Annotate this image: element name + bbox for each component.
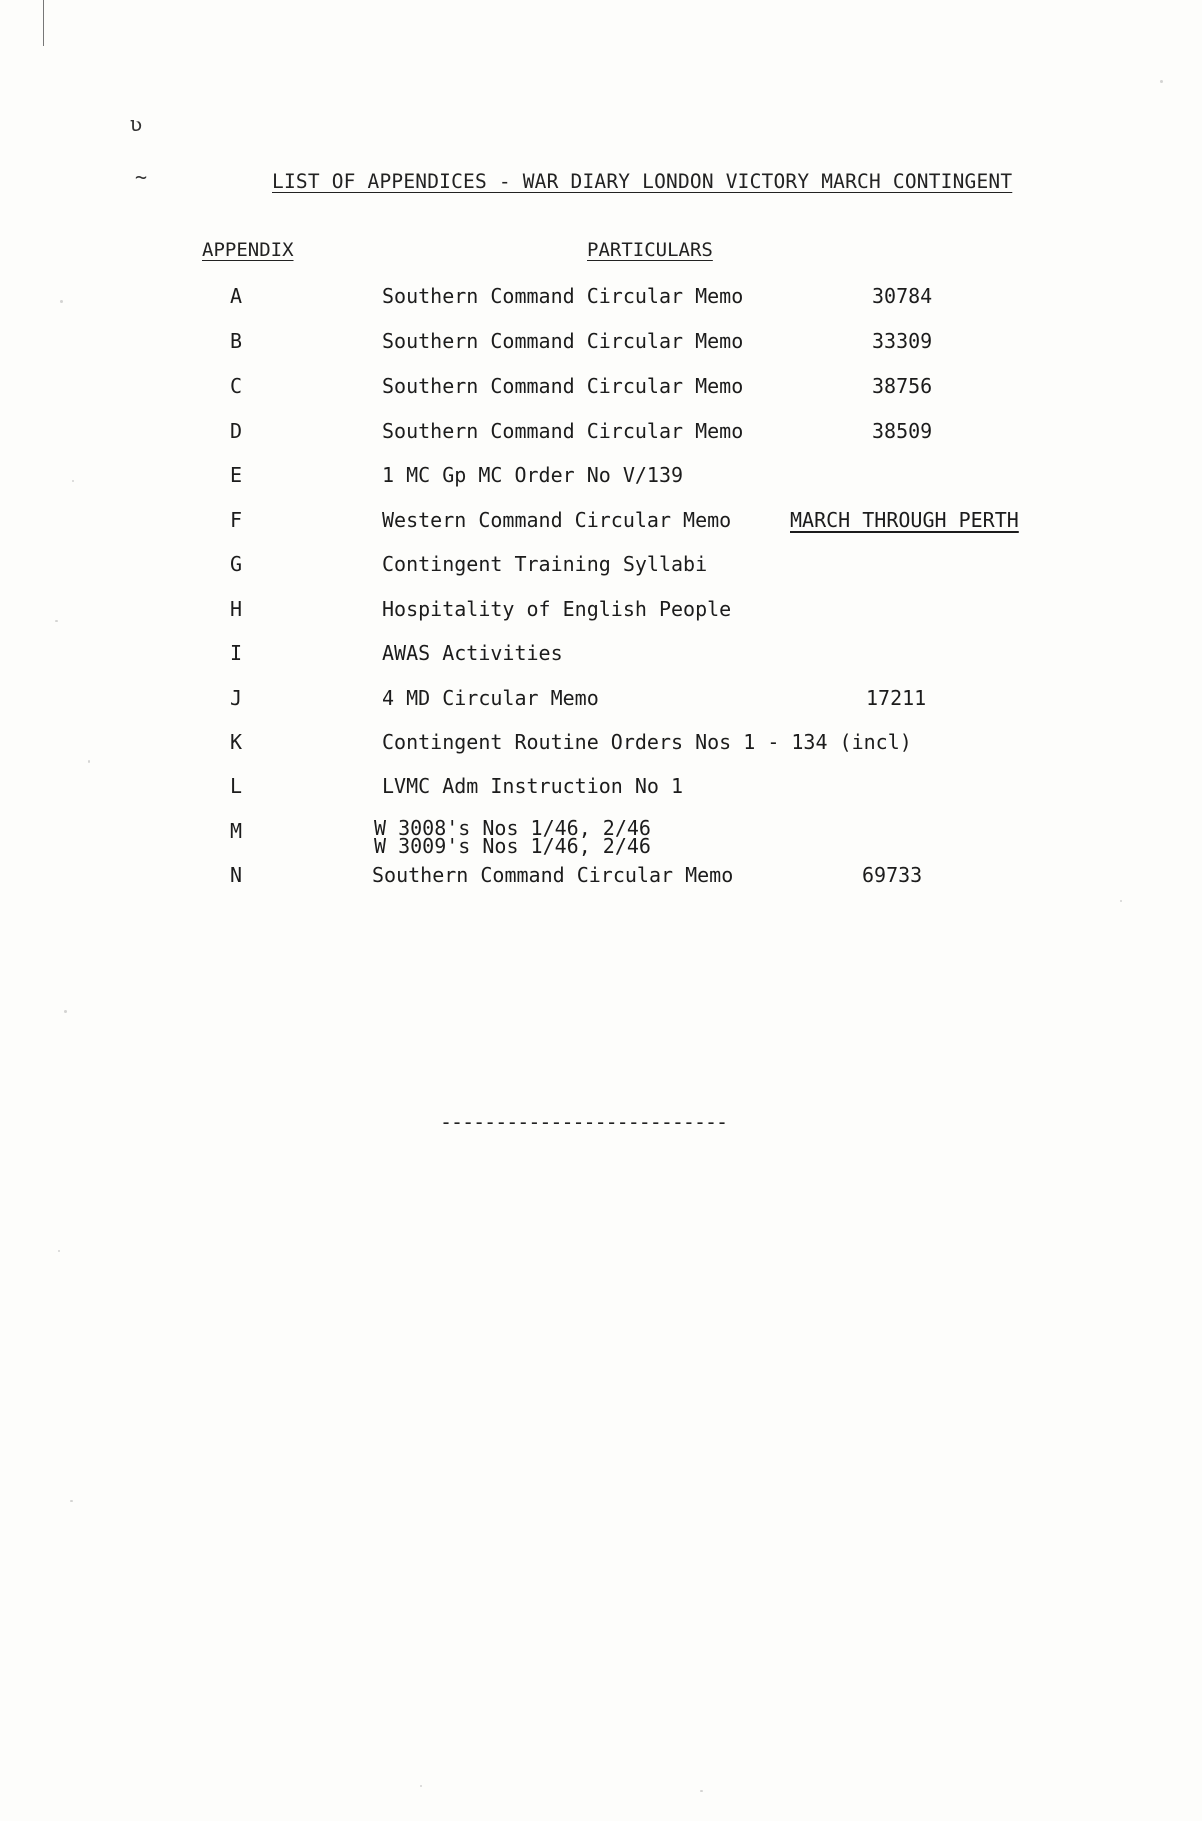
appendix-letter: A <box>230 284 243 308</box>
appendix-letter: G <box>230 552 243 576</box>
appendix-particulars: Southern Command Circular Memo <box>382 284 744 308</box>
scan-speckle <box>1120 900 1122 902</box>
appendix-row <box>0 774 1202 804</box>
appendix-row <box>0 463 1202 493</box>
appendix-letter: N <box>230 863 243 887</box>
appendix-row <box>0 641 1202 671</box>
appendix-row <box>0 284 1202 314</box>
appendix-row <box>0 508 1202 538</box>
appendix-reference: 38756 <box>872 374 933 398</box>
appendix-particulars: Southern Command Circular Memo <box>372 863 734 887</box>
appendix-letter: M <box>230 819 243 843</box>
appendix-row <box>0 374 1202 404</box>
appendix-reference: 33309 <box>872 329 933 353</box>
appendix-letter: K <box>230 730 243 754</box>
appendix-letter: C <box>230 374 243 398</box>
appendix-particulars: Southern Command Circular Memo <box>382 329 744 353</box>
appendix-letter: J <box>230 686 243 710</box>
appendix-letter: I <box>230 641 243 665</box>
scan-speckle <box>58 1250 60 1252</box>
scan-speckle <box>72 480 74 482</box>
particulars-line: W 3009's Nos 1/46, 2/46 <box>374 834 651 858</box>
appendix-letter: L <box>230 774 243 798</box>
appendix-particulars: 1 MC Gp MC Order No V/139 <box>382 463 684 487</box>
appendix-row <box>0 816 1202 859</box>
scan-edge-line <box>43 0 44 46</box>
document-title: LIST OF APPENDICES - WAR DIARY LONDON VICTORY MARCH CONTINGENT <box>272 170 1013 193</box>
appendix-particulars: 4 MD Circular Memo <box>382 686 599 710</box>
appendix-row <box>0 419 1202 449</box>
scan-speckle <box>1160 80 1163 83</box>
appendix-row <box>0 686 1202 716</box>
appendix-letter: H <box>230 597 243 621</box>
appendix-reference: 38509 <box>872 419 933 443</box>
appendix-letter: B <box>230 329 243 353</box>
appendix-particulars: AWAS Activities <box>382 641 563 665</box>
end-rule: -------------------------- <box>440 1110 728 1134</box>
appendix-particulars <box>374 816 651 858</box>
appendix-row <box>0 329 1202 359</box>
appendix-letter: E <box>230 463 243 487</box>
appendix-row <box>0 730 1202 760</box>
scan-speckle <box>60 300 63 303</box>
scan-speckle <box>420 1785 422 1787</box>
scan-speckle <box>70 1500 73 1502</box>
appendix-row <box>0 597 1202 627</box>
header-particulars: PARTICULARS <box>587 239 713 261</box>
appendix-particulars: Western Command Circular Memo <box>382 508 732 532</box>
particulars-line: W 3008's Nos 1/46, 2/46 <box>374 816 651 840</box>
appendix-reference: 30784 <box>872 284 933 308</box>
appendix-reference: MARCH THROUGH PERTH <box>790 508 1019 532</box>
appendix-particulars: Hospitality of English People <box>382 597 732 621</box>
scan-speckle <box>55 620 58 622</box>
appendix-particulars: Contingent Routine Orders Nos 1 - 134 (incl) <box>382 730 912 754</box>
scan-speckle <box>64 1010 67 1013</box>
appendix-row <box>0 552 1202 582</box>
scan-speckle <box>700 1790 703 1792</box>
appendix-particulars: LVMC Adm Instruction No 1 <box>382 774 684 798</box>
appendix-particulars: Southern Command Circular Memo <box>382 419 744 443</box>
appendix-row <box>0 863 1202 893</box>
handwritten-mark-top: ʋ <box>130 112 143 136</box>
appendix-letter: F <box>230 508 243 532</box>
handwritten-mark-tilde: ~ <box>135 165 148 189</box>
header-appendix: APPENDIX <box>202 239 294 261</box>
appendix-particulars: Contingent Training Syllabi <box>382 552 708 576</box>
appendix-letter: D <box>230 419 243 443</box>
appendix-particulars: Southern Command Circular Memo <box>382 374 744 398</box>
appendix-reference: 17211 <box>866 686 927 710</box>
appendix-reference: 69733 <box>862 863 923 887</box>
scan-speckle <box>88 760 90 763</box>
